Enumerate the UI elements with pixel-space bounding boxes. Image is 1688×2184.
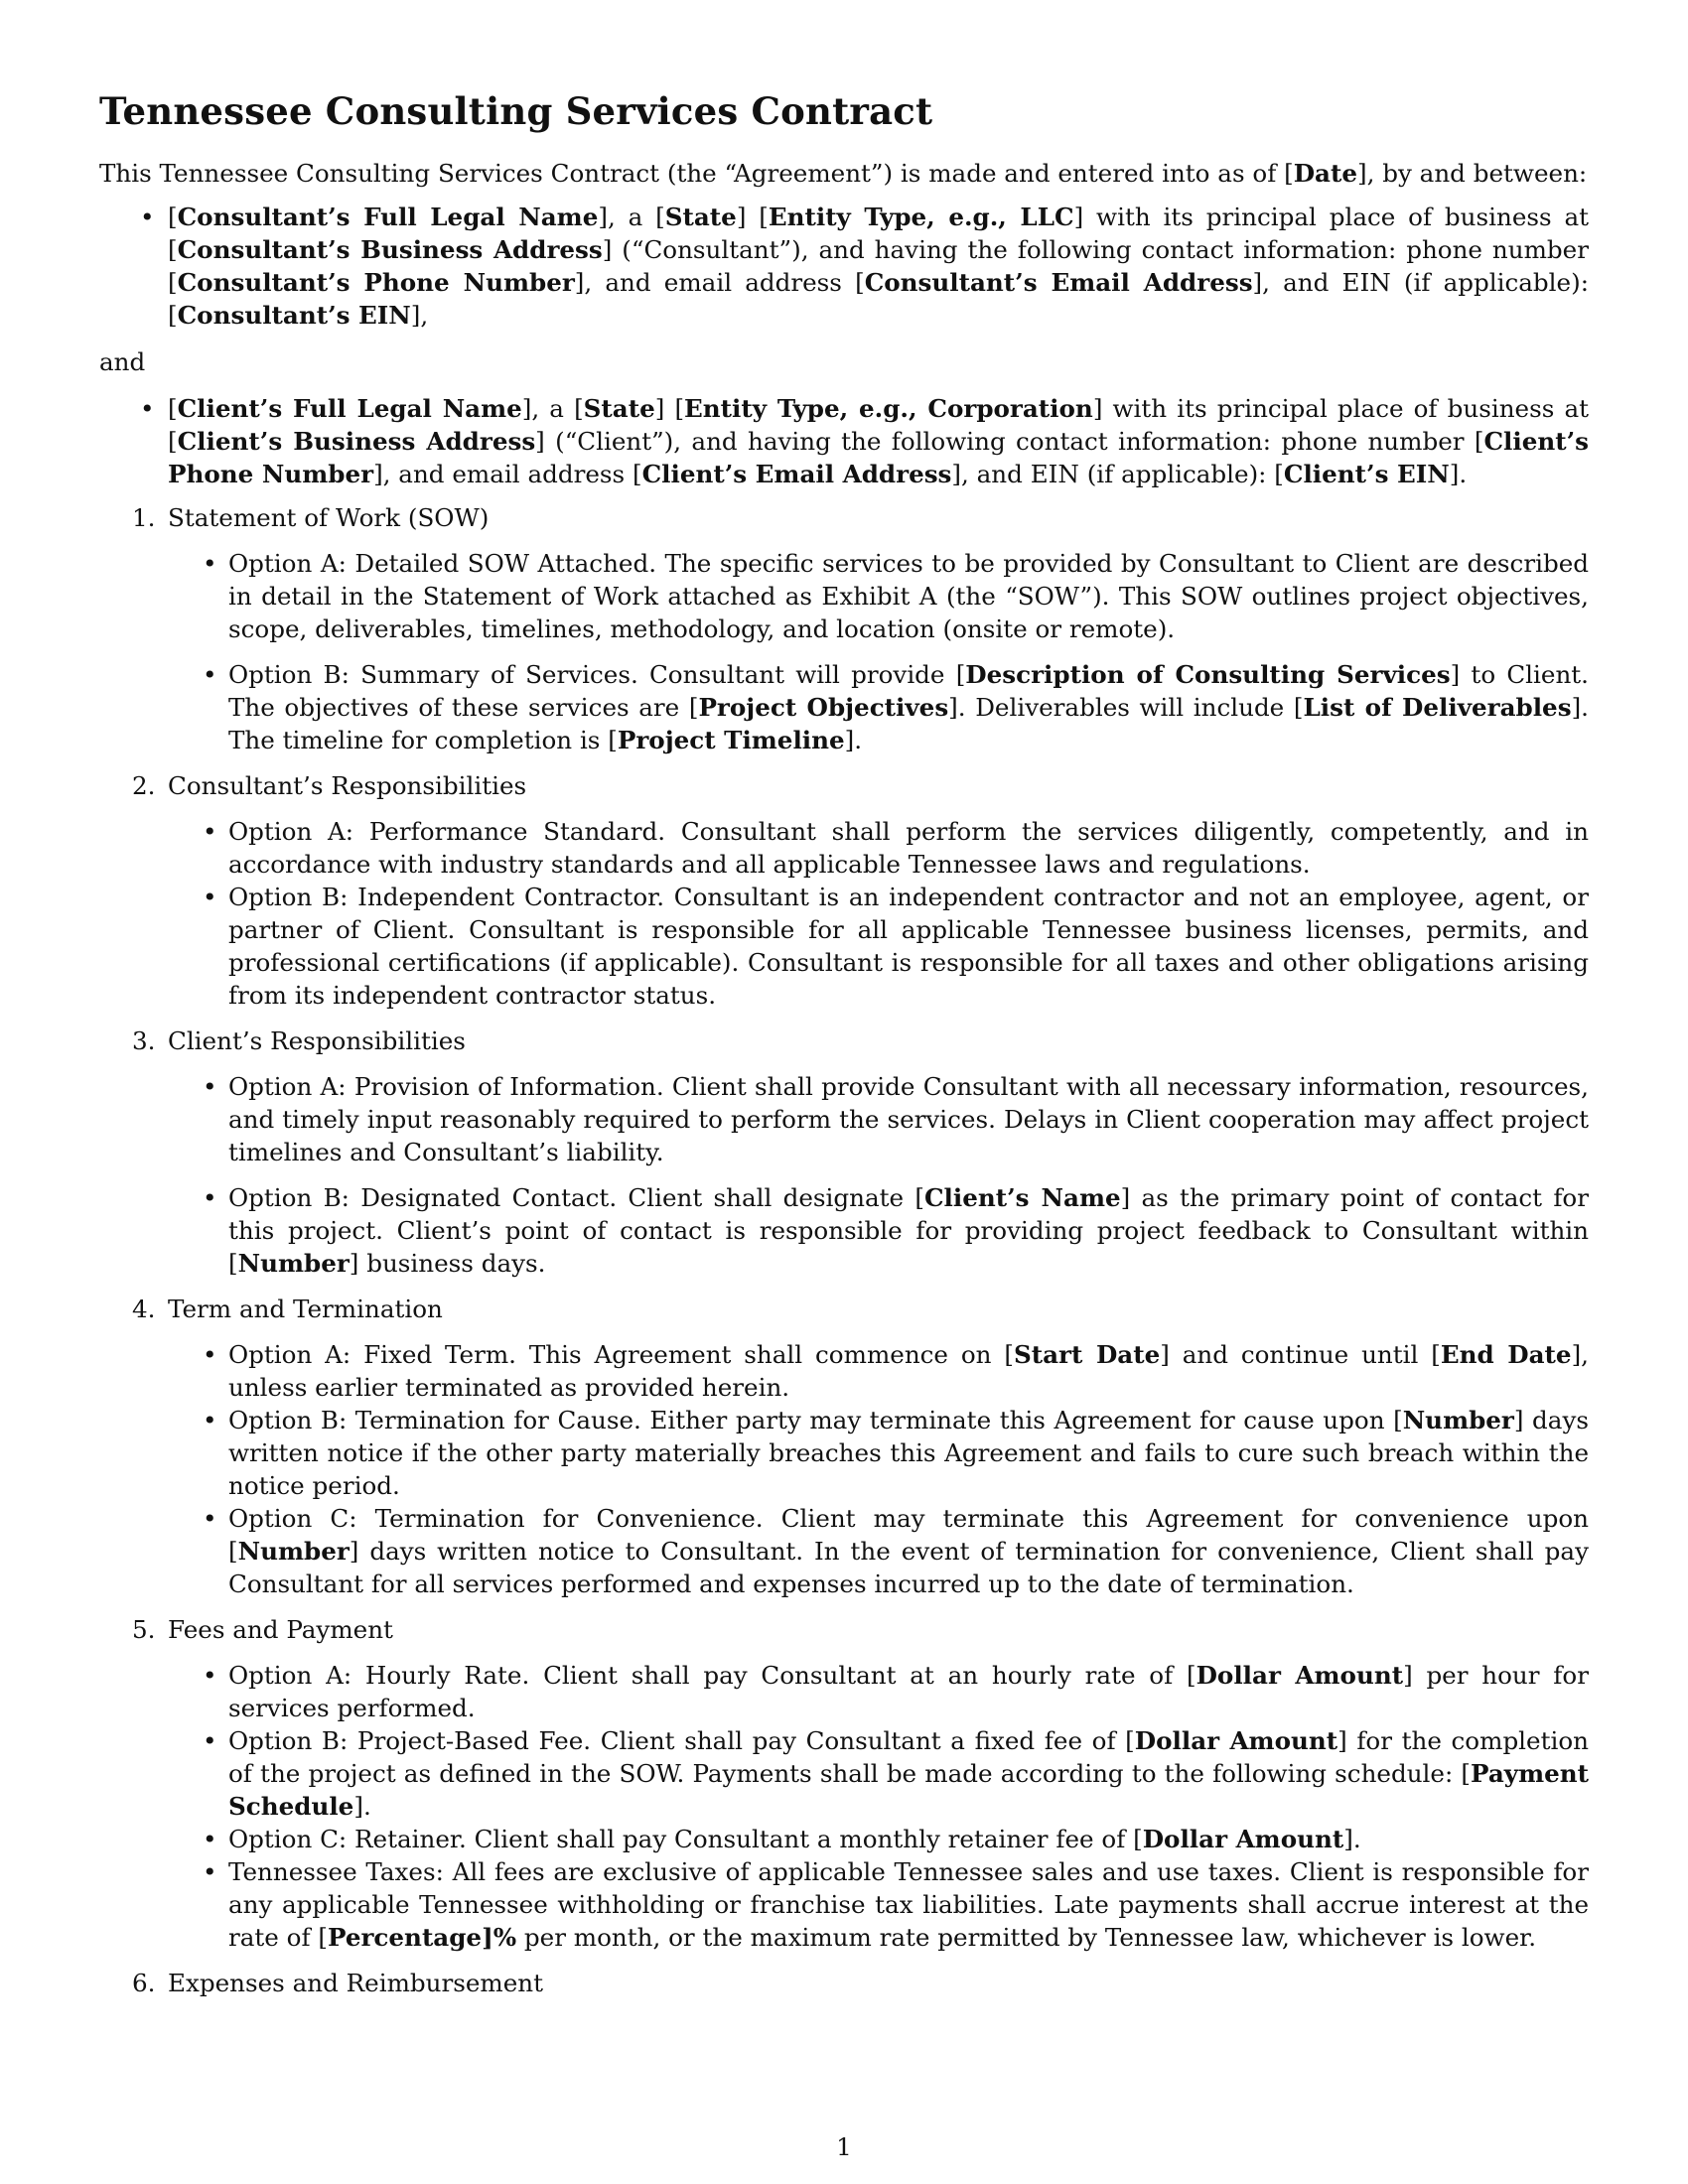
consultant-party-item xyxy=(168,201,1589,332)
text-fragment: ]. Deliverables will include [ xyxy=(948,693,1304,722)
text-fragment: Option A: Hourly Rate. Client shall pay Consultant at an hourly rate of [ xyxy=(228,1661,1196,1690)
intro-text: This Tennessee Consulting Services Contract (the “Agreement”) is made and entered into as of [ xyxy=(99,159,1294,188)
intro-paragraph xyxy=(99,157,1589,190)
text-fragment: ]. xyxy=(1343,1825,1361,1853)
consultant-entity-placeholder: Entity Type, e.g., LLC xyxy=(768,203,1074,231)
percentage-suffix: ]% xyxy=(482,1923,517,1952)
section-heading xyxy=(99,769,1589,802)
section-heading xyxy=(99,1024,1589,1057)
text-fragment: ], a [ xyxy=(521,394,584,423)
end-date-placeholder: End Date xyxy=(1440,1340,1572,1369)
document-title: Tennessee Consulting Services Contract xyxy=(99,89,933,133)
section-title: Fees and Payment xyxy=(168,1615,393,1644)
text-fragment: ] and continue until [ xyxy=(1160,1340,1441,1369)
section-client-responsibilities xyxy=(99,1024,1589,1280)
text-fragment: ], unless earlier terminated as provided herein. xyxy=(228,1340,1589,1402)
text-fragment: ], xyxy=(410,301,429,330)
section-title: Expenses and Reimbursement xyxy=(168,1969,544,1997)
services-description-placeholder: Description of Consulting Services xyxy=(965,660,1451,689)
section-heading xyxy=(99,1293,1589,1325)
option-list xyxy=(99,547,1589,756)
text-fragment: Option C: Termination for Convenience. Client may terminate this Agreement for convenience upon [ xyxy=(228,1504,1589,1566)
section-number: 3. xyxy=(132,1026,156,1055)
text-fragment: per month, or the maximum rate permitted by Tennessee law, whichever is lower. xyxy=(516,1923,1537,1952)
project-timeline-placeholder: Project Timeline xyxy=(617,726,845,754)
client-email-placeholder: Client’s Email Address xyxy=(641,460,952,488)
contract-sections xyxy=(99,501,1589,1999)
consultant-email-placeholder: Consultant’s Email Address xyxy=(864,268,1253,297)
client-party-list xyxy=(99,392,1589,490)
section-fees-and-payment xyxy=(99,1613,1589,1954)
option-item: • Option A: Detailed SOW Attached. The specific services to be provided by Consultant to Client are described in detail in the Statement of Work attached as Exhibit A (the “SOW”). This SOW outlines project objectives, scope, deliverables, timelines, methodology, and location (onsite or remote). xyxy=(228,547,1589,645)
text-fragment: ] for the completion of the project as defined in the SOW. Payments shall be made according to the following schedule: [ xyxy=(228,1726,1589,1788)
text-fragment: ] (“Consultant”), and having the following contact information: phone number [ xyxy=(168,235,1589,297)
consultant-name-placeholder: Consultant’s Full Legal Name xyxy=(177,203,599,231)
text-fragment: ]. xyxy=(353,1792,371,1821)
retainer-fee-placeholder: Dollar Amount xyxy=(1142,1825,1344,1853)
text-fragment: Option B: Termination for Cause. Either party may terminate this Agreement for cause upon [ xyxy=(228,1406,1403,1434)
deliverables-placeholder: List of Deliverables xyxy=(1303,693,1572,722)
consultant-address-placeholder: Consultant’s Business Address xyxy=(177,235,603,264)
date-placeholder: Date xyxy=(1293,159,1357,188)
text-fragment: ] per hour for services performed. xyxy=(228,1661,1589,1722)
option-list xyxy=(99,1338,1589,1600)
text-fragment: ] days written notice to Consultant. In the event of termination for convenience, Client shall pay Consultant for all services performed and expenses incurred up to the date of termination. xyxy=(228,1537,1589,1598)
text-fragment: ], and EIN (if applicable): [ xyxy=(168,268,1589,330)
option-item: • Option A: Performance Standard. Consultant shall perform the services diligently, competently, and in accordance with industry standards and all applicable Tennessee laws and regulations. xyxy=(228,815,1589,881)
text-fragment: ], and email address [ xyxy=(373,460,642,488)
text-fragment: ]. xyxy=(1449,460,1468,488)
text-fragment: ] to Client. The objectives of these services are [ xyxy=(228,660,1589,722)
consultant-ein-placeholder: Consultant’s EIN xyxy=(177,301,411,330)
convenience-notice-days-placeholder: Number xyxy=(237,1537,350,1566)
option-item xyxy=(228,1338,1589,1404)
section-heading xyxy=(99,501,1589,534)
option-item: • Option A: Provision of Information. Client shall provide Consultant with all necessary information, resources, and timely input reasonably required to perform the services. Delays in Client cooperation may affect project timelines and Consultant’s liability. xyxy=(228,1070,1589,1168)
fixed-fee-placeholder: Dollar Amount xyxy=(1134,1726,1338,1755)
client-name-placeholder: Client’s Full Legal Name xyxy=(177,394,522,423)
option-item xyxy=(228,1659,1589,1724)
section-heading xyxy=(99,1613,1589,1646)
text-fragment: ] [ xyxy=(736,203,769,231)
text-fragment: ], and email address [ xyxy=(574,268,865,297)
payment-schedule-placeholder: Payment Schedule xyxy=(228,1759,1589,1821)
text-fragment: [ xyxy=(168,394,178,423)
consultant-party-list xyxy=(99,201,1589,332)
section-number: 5. xyxy=(132,1615,156,1644)
project-objectives-placeholder: Project Objectives xyxy=(698,693,949,722)
section-number: 1. xyxy=(132,503,156,532)
client-address-placeholder: Client’s Business Address xyxy=(177,427,536,456)
section-consultant-responsibilities xyxy=(99,769,1589,1012)
client-party-item xyxy=(168,392,1589,490)
client-ein-placeholder: Client’s EIN xyxy=(1283,460,1450,488)
client-phone-placeholder: Client’s Phone Number xyxy=(168,427,1590,488)
consultant-phone-placeholder: Consultant’s Phone Number xyxy=(177,268,575,297)
text-fragment: ] as the primary point of contact for this project. Client’s point of contact is responsible for providing project feedback to Consultant within [ xyxy=(228,1183,1589,1278)
consultant-state-placeholder: State xyxy=(664,203,737,231)
text-fragment: ]. The timeline for completion is [ xyxy=(228,693,1589,754)
section-title: Client’s Responsibilities xyxy=(168,1026,466,1055)
section-number: 4. xyxy=(132,1295,156,1323)
client-contact-name-placeholder: Client’s Name xyxy=(923,1183,1121,1212)
page-number: 1 xyxy=(836,2132,852,2161)
section-heading xyxy=(99,1967,1589,1999)
text-fragment: Option B: Designated Contact. Client shall designate [ xyxy=(228,1183,924,1212)
text-fragment: ], a [ xyxy=(598,203,665,231)
interest-percentage-placeholder: Percentage xyxy=(328,1923,483,1952)
text-fragment: Option C: Retainer. Client shall pay Consultant a monthly retainer fee of [ xyxy=(228,1825,1143,1853)
option-item xyxy=(228,1823,1589,1855)
text-fragment: ] [ xyxy=(654,394,685,423)
cause-notice-days-placeholder: Number xyxy=(1402,1406,1514,1434)
section-title: Statement of Work (SOW) xyxy=(168,503,490,532)
section-number: 2. xyxy=(132,771,156,800)
text-fragment: ] (“Client”), and having the following contact information: phone number [ xyxy=(535,427,1484,456)
text-fragment: Option A: Fixed Term. This Agreement shall commence on [ xyxy=(228,1340,1014,1369)
client-state-placeholder: State xyxy=(583,394,655,423)
text-fragment: Tennessee Taxes: All fees are exclusive of applicable Tennessee sales and use taxes. Client is responsible for any applicable Tennessee withholding or franchise tax liabilities. Late payments shall accrue interest at the rate of [ xyxy=(228,1857,1589,1952)
intro-text: ], by and between: xyxy=(1357,159,1588,188)
option-item xyxy=(228,1404,1589,1502)
text-fragment: ], and EIN (if applicable): [ xyxy=(951,460,1284,488)
client-entity-placeholder: Entity Type, e.g., Corporation xyxy=(684,394,1093,423)
text-fragment: ] with its principal place of business at [ xyxy=(168,203,1590,264)
option-item xyxy=(228,1181,1589,1280)
text-fragment: ]. xyxy=(844,726,863,754)
text-fragment: Option B: Project-Based Fee. Client shall pay Consultant a fixed fee of [ xyxy=(228,1726,1135,1755)
text-fragment: ] days written notice if the other party materially breaches this Agreement and fails to cure such breach within the notice period. xyxy=(228,1406,1589,1500)
feedback-days-placeholder: Number xyxy=(237,1249,350,1278)
section-expenses-and-reimbursement xyxy=(99,1967,1589,1999)
section-title: Term and Termination xyxy=(168,1295,443,1323)
option-item: • Option B: Independent Contractor. Consultant is an independent contractor and not an employee, agent, or partner of Client. Consultant is responsible for all applicable Tennessee business licenses, permits, and professional certifications (if applicable). Consultant is responsible for all taxes and other obligations arising from its independent contractor status. xyxy=(228,881,1589,1012)
text-fragment: ] with its principal place of business at [ xyxy=(168,394,1589,456)
option-list xyxy=(99,1070,1589,1280)
text-fragment: ] business days. xyxy=(349,1249,546,1278)
hourly-rate-placeholder: Dollar Amount xyxy=(1196,1661,1404,1690)
option-list xyxy=(99,815,1589,1012)
section-statement-of-work xyxy=(99,501,1589,756)
option-item xyxy=(228,1502,1589,1600)
text-fragment: [ xyxy=(168,203,178,231)
option-item xyxy=(228,658,1589,756)
and-conjunction: and xyxy=(99,347,146,376)
text-fragment: Option B: Summary of Services. Consultant will provide [ xyxy=(228,660,966,689)
option-list xyxy=(99,1659,1589,1954)
section-number: 6. xyxy=(132,1969,156,1997)
option-item xyxy=(228,1724,1589,1823)
document-page xyxy=(99,87,1589,2012)
option-item xyxy=(228,1855,1589,1954)
section-term-and-termination xyxy=(99,1293,1589,1600)
section-title: Consultant’s Responsibilities xyxy=(168,771,527,800)
start-date-placeholder: Start Date xyxy=(1013,1340,1161,1369)
